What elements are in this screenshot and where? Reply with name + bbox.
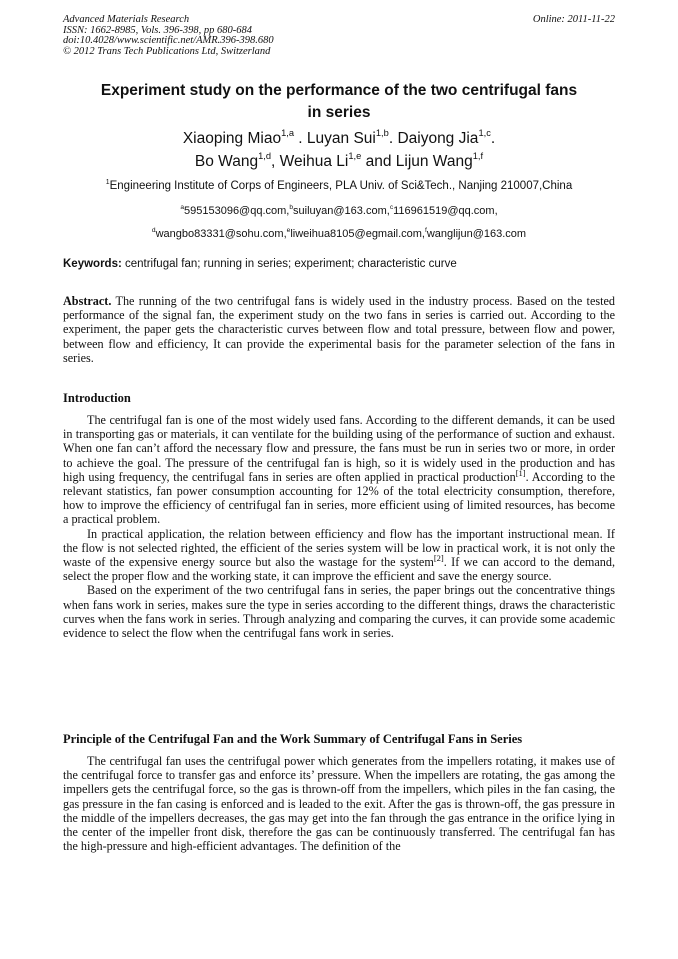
- introduction-body: [63, 413, 615, 640]
- paragraph-text: The centrifugal fan uses the centrifugal power which generates from the impellers rotating, it makes use of the centrifugal force to transfer gas and enforce its’ pressure. When the impellers are rotating, the gas among the impellers gets the centrifugal force, so the gas is thrown-off from the impellers, which piles in the fan casing, the gas pressure in the fan casing is enforced and is leaded to the exit. After the gas is thrown-off, the gas pressure in the middle of the impellers decreases, the gas may get into the fan through the gas entrance in the orifice lying in the center of the impeller front disk, therefore the gas can be continuously transferred. The centrifugal fan has the high-pressure and high-efficient advantages. The definition of the: [63, 754, 615, 854]
- author-separator: .: [294, 130, 307, 147]
- email-link[interactable]: 116961519@qq.com,: [393, 205, 498, 217]
- email-mark: d: [151, 227, 156, 235]
- email-mark: a: [180, 204, 184, 212]
- email-link[interactable]: wanglijun@163.com: [426, 228, 527, 240]
- author-name: Xiaoping Miao: [182, 130, 282, 147]
- email-link[interactable]: suiluyan@163.com,: [293, 205, 390, 217]
- paragraph-text: In practical application, the relation between efficiency and flow has the important instructional mean. If the flow is not selected righted, the efficient of the series system will be low in practical work, it is not only the waste of the expensive energy source but also the wastage for the system: [63, 526, 615, 570]
- paragraph: [63, 583, 615, 640]
- affiliation-text: Engineering Institute of Corps of Engineers, PLA Univ. of Sci&Tech., Nanjing 210007,China: [109, 180, 573, 192]
- abstract-label: Abstract.: [63, 294, 112, 308]
- paragraph-text: Based on the experiment of the two centrifugal fans in series, the paper brings out the concentrative things when fans work in series, makes sure the type in series according to the different things, draws the characteristic curves when the fans work in series. Through analyzing and comparing the curves, it can provide some academic evidence to select the flow when the centrifugal fans work in series.: [63, 583, 615, 641]
- paragraph: [63, 413, 615, 527]
- paper-title: [63, 80, 615, 124]
- paper-title-line-1: Experiment study on the performance of the two centrifugal fans: [100, 82, 578, 99]
- author-affiliation-mark: 1,d: [258, 151, 272, 162]
- paragraph: [63, 527, 615, 584]
- paper-title-line-2: in series: [307, 104, 371, 121]
- author-name: Lijun Wang: [395, 153, 473, 170]
- affiliation: [63, 179, 615, 193]
- affiliation-mark: 1: [105, 178, 110, 186]
- paragraph: [63, 754, 615, 853]
- author-separator: .: [388, 130, 398, 147]
- author-name: Weihua Li: [279, 153, 349, 170]
- journal-doi: doi:10.4028/www.scientific.net/AMR.396-398.680: [63, 35, 274, 47]
- author-affiliation-mark: 1,c: [478, 128, 491, 139]
- keywords: [63, 257, 615, 271]
- citation-ref[interactable]: [2]: [433, 552, 444, 563]
- author-line-2: [63, 150, 615, 173]
- abstract-text: The running of the two centrifugal fans is widely used in the industry process. Based on the tested performance of the signal fan, the experiment study on the two fans in series is carried out. According to the experiment, the paper gets the characteristic curves between flow and total pressure, between flow and power, between flow and efficiency, It can provide the experimental basis for the parameter selection of the fans in series.: [63, 294, 615, 365]
- journal-name: Advanced Materials Research: [63, 14, 190, 25]
- author-line-1: [63, 127, 615, 150]
- author-name: Bo Wang: [194, 153, 259, 170]
- author-separator: and: [361, 153, 396, 170]
- author-separator: ,: [271, 153, 280, 170]
- author-affiliation-mark: 1,e: [348, 151, 362, 162]
- author-separator: .: [490, 130, 496, 147]
- paragraph-text: . According to the relevant statistics, fan power consumption accounting for 12% of the total electricity consumption, therefore, how to improve the efficiency of centrifugal fan in series, more efficient using of limited resources, has become a practical problem.: [63, 469, 615, 527]
- journal-copyright: © 2012 Trans Tech Publications Ltd, Switzerland: [63, 45, 271, 57]
- author-name: Luyan Sui: [306, 130, 376, 147]
- email-line-1: [63, 200, 615, 223]
- paragraph-text: . If we can accord to the demand, select the proper flow and the working state, it can improve the efficient and save the energy source.: [63, 555, 615, 584]
- email-link[interactable]: liweihua8105@egmail.com,: [290, 228, 425, 240]
- email-line-2: [63, 223, 615, 246]
- author-affiliation-mark: 1,b: [375, 128, 389, 139]
- journal-header: [63, 15, 615, 57]
- paragraph-text: The centrifugal fan is one of the most widely used fans. According to the different demands, it can be used in transporting gas or materials, it can ventilate for the building using of the performance of suction and exhaust. When one fan can’t afford the necessary flow and pressure, the fans must be run in series two or more, in order to achieve the goal. The pressure of the centrifugal fan is high, so it is widely used in the production and has high using frequency, the centrifugal fans in series are often applied in practical production: [63, 413, 615, 484]
- email-mark: f: [425, 227, 427, 235]
- email-link[interactable]: wangbo83331@sohu.com,: [155, 228, 287, 240]
- author-affiliation-mark: 1,f: [472, 151, 484, 162]
- abstract: [63, 294, 615, 365]
- author-emails: [63, 200, 615, 246]
- journal-issn: ISSN: 1662-8985, Vols. 396-398, pp 680-684: [63, 24, 252, 36]
- email-mark: e: [286, 227, 291, 235]
- author-list: [63, 127, 615, 173]
- principle-body: [63, 754, 615, 853]
- citation-ref[interactable]: [1]: [515, 467, 526, 478]
- email-mark: c: [389, 204, 394, 212]
- author-name: Daiyong Jia: [397, 130, 479, 147]
- email-link[interactable]: 595153096@qq.com,: [184, 205, 290, 217]
- section-heading-principle: Principle of the Centrifugal Fan and the Work Summary of Centrifugal Fans in Series: [63, 732, 523, 746]
- email-mark: b: [289, 204, 294, 212]
- section-heading-introduction: Introduction: [63, 391, 131, 405]
- keywords-label: Keywords:: [63, 258, 122, 270]
- author-affiliation-mark: 1,a: [281, 128, 294, 139]
- online-date: Online: 2011-11-22: [532, 14, 615, 25]
- keywords-text: centrifugal fan; running in series; experiment; characteristic curve: [121, 258, 457, 270]
